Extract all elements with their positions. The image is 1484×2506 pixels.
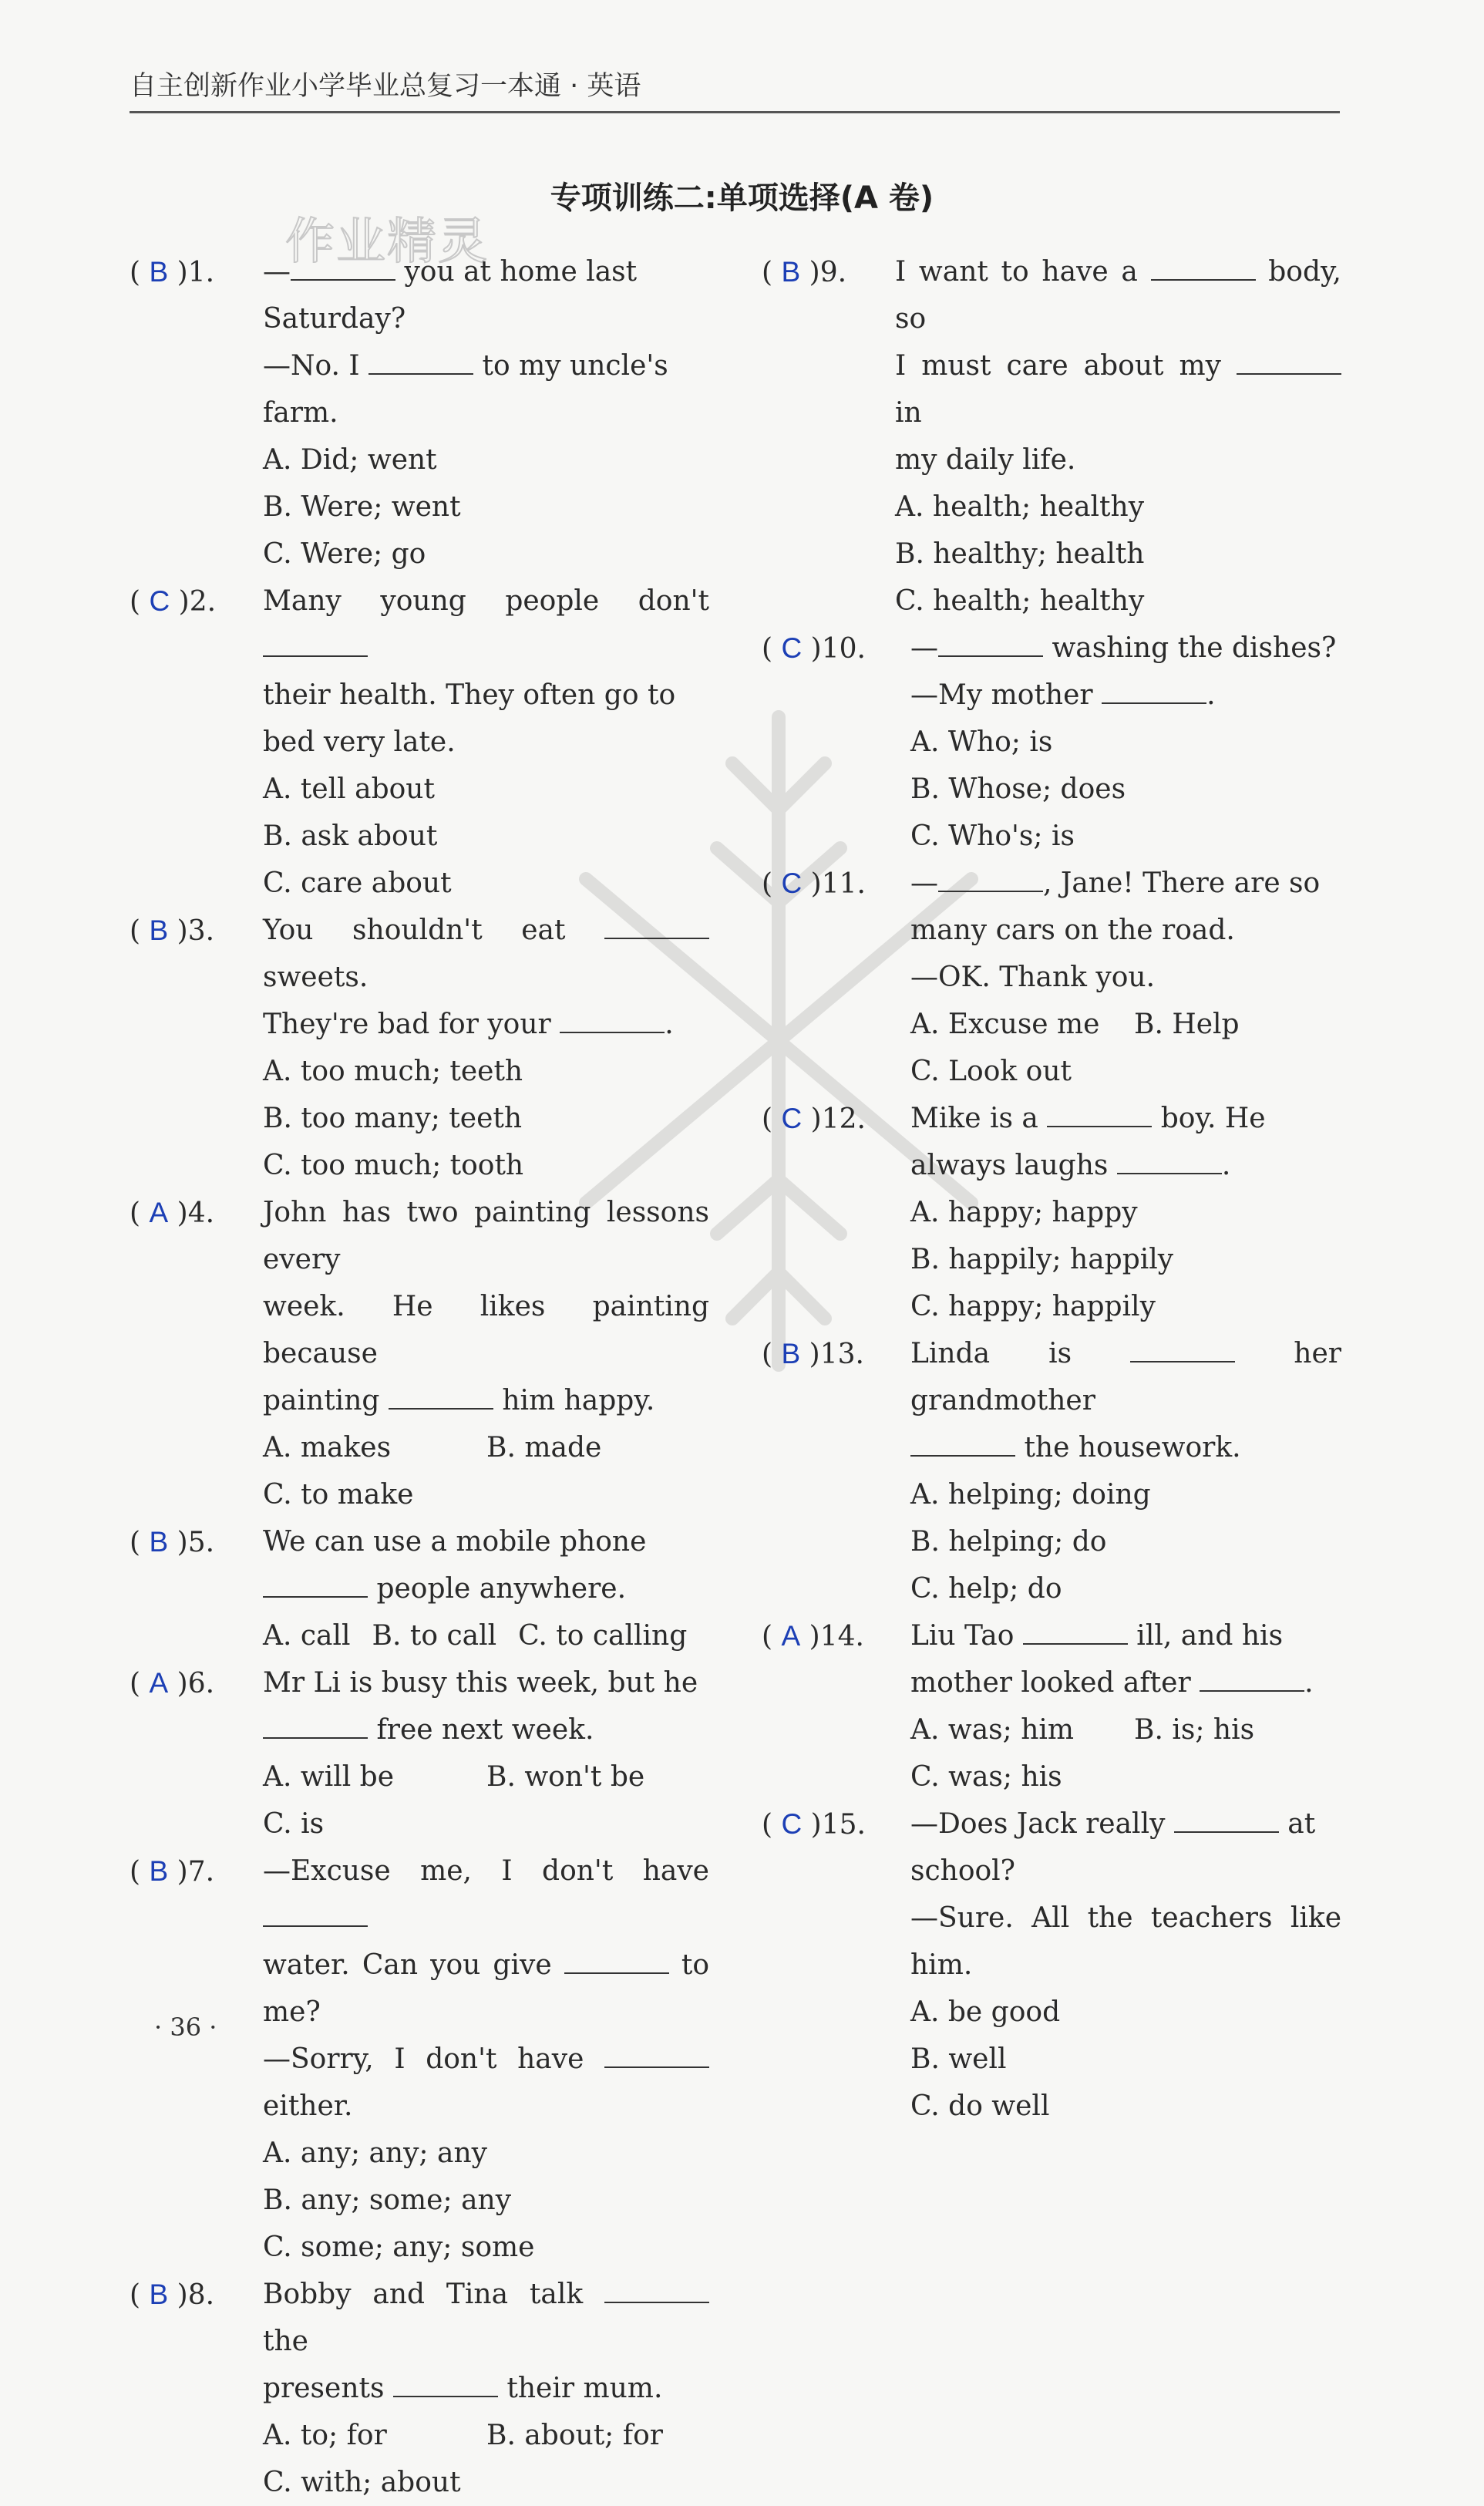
option-c: C. do well <box>910 2090 1050 2122</box>
answer-blank <box>1151 256 1256 281</box>
option-b: B. healthy; health <box>895 538 1145 570</box>
stem-line: —No. I to my uncle's <box>263 350 668 382</box>
option-c: C. is <box>263 1808 325 1840</box>
stem-line: I want to have a body, so <box>895 256 1341 335</box>
answer-blank <box>291 256 395 281</box>
option-b: B. too many; teeth <box>263 1103 523 1134</box>
answer-blank <box>910 1432 1015 1457</box>
question-stem <box>263 1659 709 1753</box>
question-num-label: 12. <box>821 1103 866 1135</box>
answer-letter: C <box>781 1808 803 1840</box>
option-a: A. was; him <box>910 1714 1075 1746</box>
stem-line: — washing the dishes? <box>910 632 1337 664</box>
question-item <box>762 1095 1341 1330</box>
option-b: B. about; for <box>486 2420 663 2451</box>
options <box>263 1612 709 1659</box>
answer-letter: C <box>149 585 170 617</box>
stem-line: school? <box>910 1855 1015 1887</box>
question-number: ( C )11. <box>762 867 866 900</box>
question-num-label: 4. <box>187 1197 215 1229</box>
question-num-label: 14. <box>819 1621 864 1652</box>
option-c: C. Who's; is <box>910 820 1075 852</box>
question-stem <box>910 1612 1341 1706</box>
option-b: B. Whose; does <box>910 773 1126 805</box>
right-column <box>762 248 1341 2130</box>
option-b: B. won't be <box>486 1761 645 1793</box>
answer-blank <box>1174 1808 1279 1833</box>
answer-blank <box>263 1902 368 1927</box>
stem-line: Liu Tao ill, and his <box>910 1620 1284 1652</box>
answer-blank <box>1102 679 1206 704</box>
option-row <box>263 2412 709 2459</box>
answer-blank <box>938 867 1043 892</box>
question-stem <box>910 1095 1341 1189</box>
answer-blank <box>368 350 473 375</box>
answer-blank <box>389 1385 493 1410</box>
option-c: C. to make <box>263 1479 414 1511</box>
question-num-label: 11. <box>821 868 866 900</box>
question-stem <box>910 860 1341 1001</box>
options <box>263 1753 709 1848</box>
answer-blank <box>1117 1150 1222 1174</box>
question-item <box>130 2271 709 2506</box>
answer-letter: B <box>149 2279 169 2310</box>
question-num-label: 13. <box>819 1339 864 1370</box>
left-column <box>130 248 709 2506</box>
question-num-label: 5. <box>187 1527 215 1558</box>
stem-line: free next week. <box>263 1706 709 1753</box>
question-stem <box>910 1800 1341 1989</box>
option-c: C. happy; happily <box>910 1291 1156 1322</box>
answer-letter: C <box>781 632 803 664</box>
answer-blank <box>1023 1620 1128 1645</box>
option-b: B. Were; went <box>263 491 461 523</box>
option-row <box>910 1001 1341 1048</box>
option-c: C. Were; go <box>263 538 426 570</box>
question-stem <box>263 1848 709 2130</box>
stem-line: Saturday? <box>263 303 406 335</box>
options <box>910 1471 1341 1612</box>
question-item <box>130 1659 709 1848</box>
answer-letter: A <box>149 1197 169 1228</box>
stem-line: painting him happy. <box>263 1385 655 1416</box>
stem-line: —Does Jack really at <box>910 1808 1316 1840</box>
question-number: ( B )8. <box>130 2279 215 2311</box>
answer-letter: B <box>149 256 169 288</box>
question-number: ( C )2. <box>130 585 217 618</box>
option-row <box>910 1706 1341 1753</box>
stem-line: week. He likes painting because <box>263 1291 709 1369</box>
options <box>263 436 709 578</box>
answer-blank <box>604 2279 709 2303</box>
question-item <box>130 1189 709 1518</box>
stem-line: mother looked after . <box>910 1667 1314 1699</box>
stem-line: Linda is her grandmother <box>910 1338 1341 1416</box>
option-b: B. made <box>486 1432 602 1464</box>
answer-blank <box>1200 1667 1304 1692</box>
stem-line: presents their mum. <box>263 2373 663 2404</box>
question-number: ( C )15. <box>762 1808 866 1841</box>
option-b: B. happily; happily <box>910 1244 1174 1275</box>
question-number: ( B )1. <box>130 256 215 288</box>
option-c: C. with; about <box>263 2467 461 2498</box>
option-a: A. tell about <box>263 773 435 805</box>
options <box>895 483 1341 625</box>
watermark-logo: 作业精灵 <box>285 214 489 271</box>
answer-blank <box>1047 1103 1152 1127</box>
option-b: B. Help <box>1134 1009 1240 1040</box>
question-item <box>130 578 709 907</box>
answer-blank <box>393 2373 498 2397</box>
question-stem <box>263 907 709 1048</box>
answer-blank <box>263 1573 368 1598</box>
stem-line: Mr Li is busy this week, but he <box>263 1667 698 1699</box>
option-c: C. help; do <box>910 1573 1062 1605</box>
option-a: A. happy; happy <box>910 1197 1138 1228</box>
answer-blank <box>1130 1338 1235 1362</box>
answer-blank <box>604 914 709 939</box>
stem-line: They're bad for your . <box>263 1009 674 1040</box>
question-num-label: 10. <box>821 633 866 665</box>
option-a: A. be good <box>910 1996 1061 2028</box>
question-num-label: 6. <box>187 1668 215 1699</box>
options <box>910 1706 1341 1800</box>
answer-letter: B <box>149 1526 169 1558</box>
option-b: B. to call <box>372 1620 497 1652</box>
answer-letter: B <box>781 1338 801 1369</box>
question-num-label: 7. <box>187 1856 215 1888</box>
question-item <box>762 1612 1341 1800</box>
options <box>263 2412 709 2506</box>
question-stem <box>263 578 709 766</box>
stem-line: — , Jane! There are so <box>910 867 1321 899</box>
stem-line: You shouldn't eat sweets. <box>263 907 709 1001</box>
stem-line: their health. They often go to <box>263 679 676 711</box>
options <box>263 766 709 907</box>
option-c: C. health; healthy <box>895 585 1145 617</box>
answer-letter: B <box>781 256 801 288</box>
stem-line: farm. <box>263 397 338 429</box>
section-title: 专项训练二:单项选择(A 卷) <box>550 180 934 216</box>
answer-blank <box>938 632 1043 657</box>
option-a: A. too much; teeth <box>263 1056 523 1087</box>
option-row <box>263 1424 709 1471</box>
stem-line: —Excuse me, I don't have <box>263 1848 709 1942</box>
options <box>263 1424 709 1518</box>
question-item <box>762 248 1341 625</box>
stem-line: many cars on the road. <box>910 914 1235 946</box>
option-c: C. some; any; some <box>263 2231 535 2263</box>
question-item <box>762 1800 1341 2130</box>
option-row <box>263 1753 709 1800</box>
options <box>263 2130 709 2271</box>
answer-letter: B <box>149 914 169 946</box>
question-number: ( C )10. <box>762 632 866 665</box>
answer-letter: A <box>149 1667 169 1699</box>
answer-letter: A <box>781 1620 801 1652</box>
options <box>910 1189 1341 1330</box>
question-item <box>762 860 1341 1095</box>
answer-letter: C <box>781 1103 803 1134</box>
option-c: C. too much; tooth <box>263 1150 524 1181</box>
question-item <box>130 1518 709 1659</box>
option-c: C. care about <box>263 867 452 899</box>
question-number: ( A )14. <box>762 1620 864 1652</box>
question-num-label: 1. <box>187 257 215 288</box>
option-b: B. well <box>910 2043 1007 2075</box>
options <box>910 1989 1341 2130</box>
options <box>910 719 1341 860</box>
question-stem <box>263 248 709 436</box>
stem-line: people anywhere. <box>263 1565 709 1612</box>
stem-line: my daily life. <box>895 444 1076 476</box>
answer-letter: C <box>781 867 803 899</box>
stem-line: the housework. <box>910 1424 1341 1471</box>
stem-line: —My mother . <box>910 679 1216 711</box>
stem-line: I must care about my in <box>895 342 1341 436</box>
option-c: C. to calling <box>518 1620 688 1652</box>
option-a: A. health; healthy <box>895 491 1145 523</box>
stem-line: John has two painting lessons every <box>263 1197 709 1275</box>
stem-line: We can use a mobile phone <box>263 1526 647 1558</box>
option-c: C. Look out <box>910 1056 1072 1087</box>
options <box>263 1048 709 1189</box>
stem-line: bed very late. <box>263 726 456 758</box>
question-number: ( A )4. <box>130 1197 215 1229</box>
question-item <box>762 1330 1341 1612</box>
answer-blank <box>263 1714 368 1739</box>
stem-line: water. Can you give to me? <box>263 1949 709 2028</box>
question-number: ( B )9. <box>762 256 847 288</box>
option-a: A. Did; went <box>263 444 437 476</box>
option-b: B. is; his <box>1134 1714 1255 1746</box>
question-stem <box>263 1189 709 1424</box>
answer-blank <box>560 1009 665 1033</box>
question-stem <box>910 625 1341 719</box>
answer-blank <box>263 632 368 657</box>
stem-line: —Sure. All the teachers like him. <box>910 1902 1341 1981</box>
stem-line: Many young people don't <box>263 578 709 672</box>
question-num-label: 2. <box>189 586 217 618</box>
answer-letter: B <box>149 1855 169 1887</box>
option-a: A. to; for <box>263 2420 387 2451</box>
question-number: ( B )13. <box>762 1338 864 1370</box>
option-c: C. was; his <box>910 1761 1062 1793</box>
answer-blank <box>1237 350 1341 375</box>
question-number: ( B )7. <box>130 1855 215 1888</box>
option-a: A. makes <box>263 1432 392 1464</box>
option-b: B. any; some; any <box>263 2184 512 2216</box>
option-a: A. will be <box>263 1761 395 1793</box>
question-item <box>130 248 709 578</box>
option-row <box>263 1612 709 1659</box>
question-number: ( B )5. <box>130 1526 215 1558</box>
stem-line: —Sorry, I don't have either. <box>263 2036 709 2130</box>
page-number: · 36 · <box>154 2013 217 2042</box>
question-stem <box>263 2271 709 2412</box>
question-stem <box>910 1330 1341 1471</box>
question-item <box>762 625 1341 860</box>
question-stem <box>895 248 1341 483</box>
stem-line: —OK. Thank you. <box>910 962 1156 993</box>
question-num-label: 8. <box>187 2279 215 2311</box>
option-b: B. helping; do <box>910 1526 1107 1558</box>
question-item <box>130 1848 709 2271</box>
question-stem <box>263 1518 709 1612</box>
question-num-label: 15. <box>821 1809 866 1841</box>
options <box>910 1001 1341 1095</box>
answer-blank <box>604 2043 709 2068</box>
stem-line: Bobby and Tina talk the <box>263 2271 709 2365</box>
option-a: A. any; any; any <box>263 2137 487 2169</box>
question-number: ( A )6. <box>130 1667 215 1699</box>
option-a: A. helping; doing <box>910 1479 1151 1511</box>
question-item <box>130 907 709 1189</box>
question-num-label: 3. <box>187 915 215 947</box>
book-header: 自主创新作业小学毕业总复习一本通 · 英语 <box>130 65 1340 113</box>
stem-line: Mike is a boy. He <box>910 1103 1266 1134</box>
question-number: ( C )12. <box>762 1103 866 1135</box>
stem-line: — you at home last <box>263 256 638 288</box>
option-a: A. Who; is <box>910 726 1053 758</box>
answer-blank <box>564 1949 669 1974</box>
question-number: ( B )3. <box>130 914 215 947</box>
option-a: A. call <box>263 1620 351 1652</box>
option-a: A. Excuse me <box>910 1009 1100 1040</box>
option-b: B. ask about <box>263 820 438 852</box>
stem-line: always laughs . <box>910 1150 1231 1181</box>
question-num-label: 9. <box>819 257 847 288</box>
